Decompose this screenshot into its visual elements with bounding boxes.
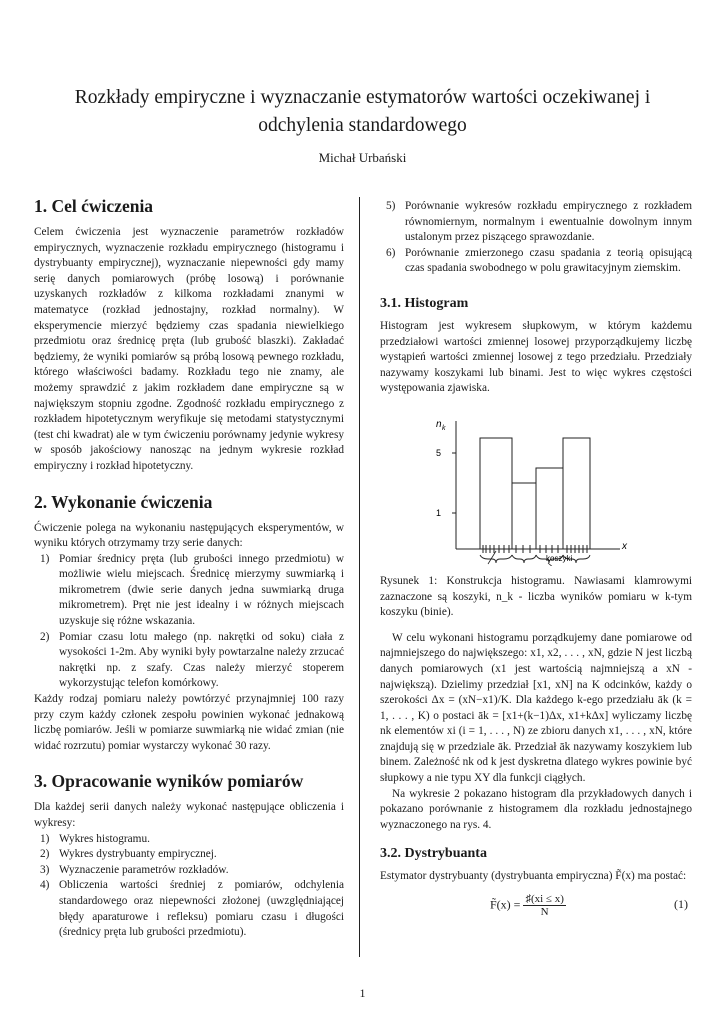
y-axis-label-sub: k — [442, 424, 446, 432]
equation-lhs: F̃(x) = — [490, 897, 521, 912]
list-item: 4) Obliczenia wartości średniej z pomiarów, odchylenia standardowego oraz niepewności złożonej (uwzględniającej błędy aparaturowe i refleksu) pomiaru czasu i długości (średnicy pręta lub grubości przedmiotu). — [40, 879, 344, 939]
section-3-2-paragraph: Estymator dystrybuanty (dystrybuanta empiryczna) F̃(x) ma postać: — [380, 870, 687, 883]
section-2-outro: Każdy rodzaj pomiaru należy powtórzyć przynajmniej 100 razy przy czym każdy członek zespołu powinien wykonać jednakową liczbę pomiarów. Jeśli w pomiarze suwmiarką nie widać zmian (nie widać rozrzutu) pomiar wystarczy wykonać 30 razy. — [34, 693, 344, 752]
section-1-heading: 1. Cel ćwiczenia — [34, 196, 154, 216]
bin-brace — [480, 555, 512, 563]
section-2-list — [34, 552, 344, 692]
equation-1 — [380, 889, 692, 919]
y-tick-label: 1 — [436, 507, 442, 518]
section-3-list-b — [380, 199, 692, 277]
histogram-figure — [380, 401, 692, 566]
left-column — [34, 195, 344, 941]
section-3-heading: 3. Opracowanie wyników pomiarów — [34, 771, 304, 792]
y-tick-label: 5 — [436, 447, 442, 458]
figure-caption: Rysunek 1: Konstrukcja histogramu. Nawiasami klamrowymi zaznaczone są koszyki, n_k - liczba wyników pomiaru w k-tym koszyku (binie). — [380, 574, 692, 619]
section-1-paragraph: Celem ćwiczenia jest wyznaczenie parametrów rozkładów empirycznych, wyznaczenie rozkładu empirycznego (histogramu i dystrybuanty empirycznej), wyznaczanie niepewności gdy mamy serię danych pomiarowych (próbę losową) i porównanie uzyskanych rozkładów z kilkoma rozkładami znanymi w matematyce (rozkład jednostajny, rozkład normalny). W eksperymencie mierzyć będziemy czas spadania niewielkiego przedmiotu oraz średnicę pręta (lub grubość blaszki). Zakładać będziemy, że wyniki pomiarów są próbą losową pewnego rozkładu, którego właściwości badamy. Rozkładu tego nie znamy, ale możemy sprawdzić z jakim rozkładem dane empiryczne są w największym stopniu zgodne. Zgodność rozkładu empirycznego z rozkładem hipotetycznym weryfikuje się metodami statystycznymi (test chi kwadrat) ale w tym ćwiczeniu porównamy jedynie wykresy w sposób jakościowy nanosząc na jednym wykresie rozkład empiryczny i rozkład hipotetyczny. — [34, 226, 344, 472]
section-3-1-paragraph-2: W celu wykonani histogramu porządkujemy dane pomiarowe od najmniejszego do największego: x1, x2, . . . , xN, gdzie N jest liczbą danych pomiarowych (x1 jest wartością najmniejszą a xN - największą). Dzielimy przedział [x1, xN] na K odcinków, każdy o szerokości Δx = (xN−x1)/K. Dla każdego k-ego przedziału āk (k = 1, . . . , K) o postaci āk = [x1+(k−1)Δx, x1+kΔx] wyliczamy liczbę nk elementów xi (i = 1, . . . , N) ze zbioru danych x1, . . . , xN, które znajdują się w przedziale āk. Przedział āk nazywamy koszykiem lub binem. Zależność nk od k jest dyskretna dlatego wykres powinie być słupkowy a nie typu XY dla funkcji ciągłych. — [380, 631, 692, 785]
section-3-list-a — [34, 832, 344, 941]
column-divider — [359, 197, 360, 957]
list-item: 1) Pomiar średnicy pręta (lub grubości innego przedmiotu) w możliwie wielu miejscach. Średnicę mierzymy suwmiarką i mikrometrem (dwie serie danych jedna suwmiarką druga mikrometrem). Pręt nie jest idealny i w różnych miejscach uzyskuje się różne wskazania. — [40, 552, 344, 628]
section-3-intro: Dla każdej serii danych należy wykonać następujące obliczenia i wykresy: — [34, 801, 344, 829]
list-item: 2) Pomiar czasu lotu małego (np. nakrętki od soku) ciała z wysokości 1-2m. Aby wyniki były powtarzalne należy zrzucać nakrętki np. z szafy. Czas należy mierzyć stoperem wykorzystując telefon komórkowy. — [40, 630, 344, 690]
paper-title: Rozkłady empiryczne i wyznaczanie estymatorów wartości oczekiwanej i odchylenia standardowego — [74, 87, 651, 136]
section-2-heading: 2. Wykonanie ćwiczenia — [34, 491, 213, 512]
section-2-intro: Ćwiczenie polega na wykonaniu następujących eksperymentów, w wyniku których otrzymamy trzy serie danych: — [34, 521, 344, 550]
equation-denominator: N — [540, 906, 549, 919]
bin-brace — [512, 555, 536, 563]
equation-fraction — [523, 893, 565, 918]
list-item: 1) Wykres histogramu. — [40, 832, 150, 845]
equation-number: (1) — [674, 897, 688, 912]
page-number: 1 — [359, 986, 366, 1000]
y-axis-label: n — [436, 418, 442, 430]
list-item: 6) Porównanie zmierzonego czasu spadania z teorią opisującą czas spadania swobodnego w polu grawitacyjnym ziemskim. — [386, 246, 692, 275]
list-item: 5) Porównanie wykresów rozkładu empirycznego z rozkładem równomiernym, normalnym i ewentualnie dowolnym innym ustalonym przez piszącego sprawozdanie. — [386, 200, 692, 244]
section-3-1-paragraph: Histogram jest wykresem słupkowym, w którym każdemu przedziałowi wartości zmiennej losowej przyporządkujemy liczbę wystąpień wartości zmiennej losowej z tego przedziału. Przedziały nazywamy koszykami lub binami. Jest to więc wykres częstości występowania zjawiska. — [380, 319, 692, 395]
x-axis-label: x — [622, 540, 627, 552]
koszyki-label: koszyki — [546, 553, 573, 563]
points-pointer — [488, 551, 496, 564]
histogram-bar — [536, 468, 563, 549]
section-3-1-heading: 3.1. Histogram — [380, 295, 469, 311]
author: Michał Urbański — [318, 150, 407, 165]
section-3-2-heading: 3.2. Dystrybuanta — [380, 846, 487, 862]
right-column — [380, 199, 692, 919]
histogram-bar — [563, 438, 590, 549]
histogram-bar — [480, 438, 512, 549]
koszyki-pointer — [548, 563, 560, 566]
section-3-1-paragraph-3: Na wykresie 2 pokazano histogram dla przykładowych danych i pokazano porównanie z histogramem dla rozkładu jednostajnego wyznaczonego na rys. 4. — [380, 787, 692, 831]
equation-numerator: ♯(xi ≤ x) — [525, 893, 564, 906]
list-item: 2) Wykres dystrybuanty empirycznej. — [40, 848, 217, 861]
list-item: 3) Wyznaczenie parametrów rozkładów. — [40, 863, 229, 876]
histogram-bar — [512, 483, 536, 549]
